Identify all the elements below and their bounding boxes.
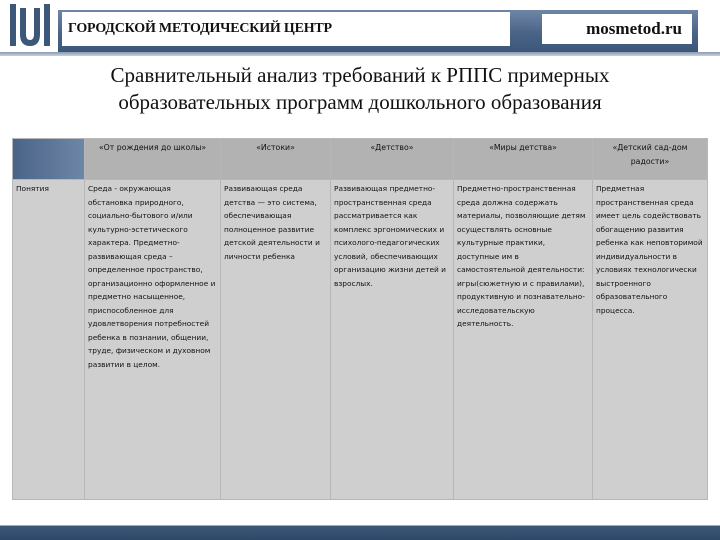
table-cell: Предметно-пространственная среда должна содержать материалы, позволяющие детям осуществлять основные культурные практики, доступные им в самостоятельной деятельности: игры(сюжетную и с правилами), продуктивную и познавательно-исследовательскую деятельность. [454, 180, 592, 499]
org-name: ГОРОДСКОЙ МЕТОДИЧЕСКИЙ ЦЕНТР [62, 12, 510, 46]
column-header-istoki: «Истоки» [221, 139, 330, 179]
slide-title-line-1: Сравнительный анализ требований к РППС примерных [110, 63, 610, 87]
column-header-miry-detstva: «Миры детства» [454, 139, 592, 179]
site-url[interactable]: mosmetod.ru [542, 14, 692, 44]
comparison-table [12, 138, 708, 500]
header-bar [58, 10, 698, 52]
header-divider [0, 52, 720, 56]
table-cell: Развивающая среда детства — это система, обеспечивающая полноценное развитие детской деятельности и личности ребенка [221, 180, 330, 499]
header [0, 0, 720, 52]
footer-bar [0, 514, 720, 540]
table-header-corner [13, 139, 84, 179]
slide-title-line-2: образовательных программ дошкольного образования [118, 90, 602, 114]
row-label-ponyatiya: Понятия [13, 180, 84, 499]
column-header-detstvo: «Детство» [331, 139, 453, 179]
table-cell: Развивающая предметно-пространственная среда рассматривается как комплекс эргономических и психолого-педагогических условий, обеспечивающих организацию жизни детей и взрослых. [331, 180, 453, 499]
column-header-ot-rozhdeniya: «От рождения до школы» [85, 139, 220, 179]
logo-icon [0, 0, 58, 52]
column-header-detsky-sad: «Детский сад-дом радости» [593, 139, 707, 179]
table-cell: Предметная пространственная среда имеет цель содействовать обогащению развития ребенка как неповторимой индивидуальности в условиях технологически выстроенного образовательного процесса. [593, 180, 707, 499]
slide-title [20, 62, 700, 116]
table-cell: Среда - окружающая обстановка природного, социально-бытового и/или культурно-эстетического характера. Предметно-развивающая среда – определенное пространство, организационно оформленное и предметно насыщенное, приспособленное для удовлетворения потребностей ребенка в познании, общении, труде, физическом и духовном развитии в целом. [85, 180, 220, 499]
